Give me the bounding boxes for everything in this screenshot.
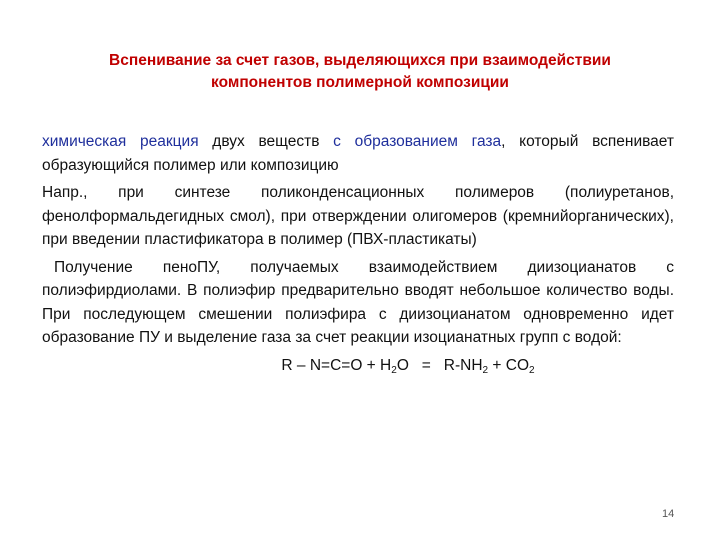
paragraph-foam-pu: Получение пеноПУ, получаемых взаимодействием диизоцианатов с полиэфирдиолами. В полиэфир предварительно вводят небольшое количество воды. При последующем смешении полиэфира с диизоцианатом одновременно идет образование ПУ и выделение газа за счет реакции изоцианатных групп с водой:: [42, 258, 674, 346]
slide-body: [42, 130, 674, 382]
definition-text-1: двух веществ: [198, 133, 334, 150]
formula-lhs: R – N=C=O + H: [281, 356, 392, 374]
highlight-chemical-reaction: химическая реакция: [42, 133, 199, 150]
formula-lhs-tail: O: [396, 356, 409, 374]
paragraph-examples: Напр., при синтезе поликонденсационных полимеров (полиуретанов, фенолформальдегидных смол), при отверждении олигомеров (кремнийорганических), при введении пластификатора в полимер (ПВХ-пластикаты): [42, 184, 674, 248]
formula-equals: =: [421, 356, 431, 374]
definition-text-2: , который вспенивает образующийся полимер или композицию: [42, 133, 674, 174]
formula-rhs-tail: + CO: [488, 356, 530, 374]
slide-title: [60, 50, 660, 94]
formula-rhs-subscript-1: 2: [482, 364, 489, 376]
reaction-formula: [42, 354, 674, 383]
paragraph-definition: [42, 130, 674, 177]
formula-lhs-subscript: 2: [391, 364, 397, 376]
highlight-gas-formation: с образованием газа: [333, 133, 502, 150]
title-line-2: компонентов полимерной композиции: [211, 74, 509, 91]
title-line-1: Вспенивание за счет газов, выделяющихся при взаимодействии: [109, 52, 611, 69]
formula-rhs: R-NH: [443, 356, 483, 374]
page-number: 14: [662, 508, 675, 520]
formula-rhs-subscript-2: 2: [529, 364, 535, 376]
